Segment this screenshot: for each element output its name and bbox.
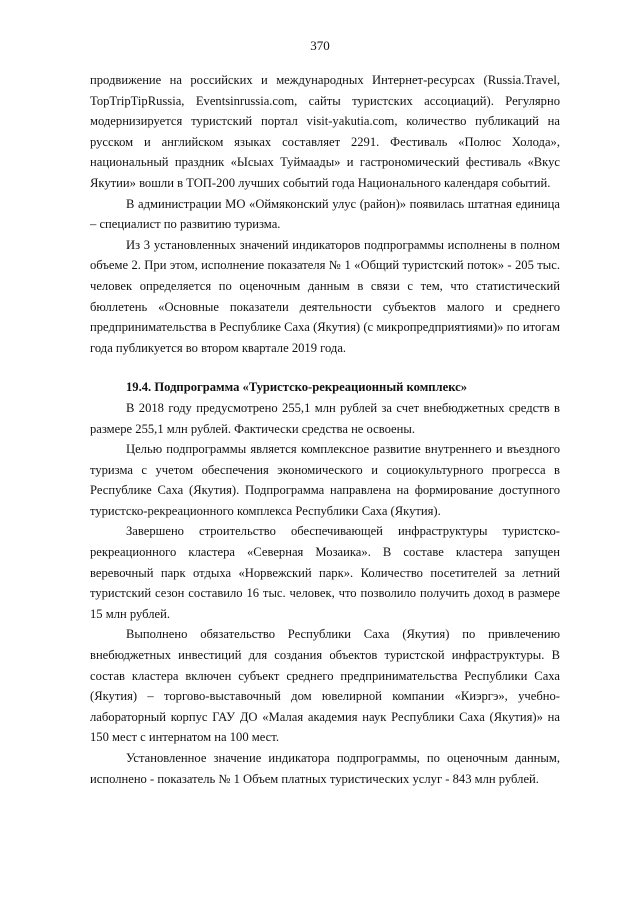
paragraph-continued: продвижение на российских и международных Интернет-ресурсах (Russia.Travel, TopTripTipRussia, Eventsinrussia.com, сайты туристских ассоциаций). Регулярно модернизируется туристский портал visit-yakutia.com, количество публикаций на русском и английском языках составляет 2291. Фестиваль «Полюс Холода», национальный праздник «Ысыах Туймаады» и гастрономический фестиваль «Вкус Якутии» вошли в ТОП-200 лучших событий года Национального календаря событий. bbox=[90, 73, 560, 190]
page-number: 370 bbox=[310, 38, 330, 53]
paragraph: Целью подпрограммы является комплексное развитие внутреннего и въездного туризма с учетом обеспечения экономического и социокультурного прогресса в Республике Саха (Якутия). Подпрограмма направлена на формирование доступного туристско-рекреационного комплекса Республики Саха (Якутия). bbox=[90, 442, 560, 518]
paragraph: Установленное значение индикатора подпрограммы, по оценочным данным, исполнено - показатель № 1 Объем платных туристических услуг - 843 млн рублей. bbox=[90, 751, 560, 786]
paragraph: В 2018 году предусмотрено 255,1 млн рублей за счет внебюджетных средств в размере 255,1 млн рублей. Фактически средства не освоены. bbox=[90, 400, 560, 436]
section-heading: 19.4. Подпрограмма «Туристско-рекреационный комплекс» bbox=[126, 380, 468, 395]
paragraph: Завершено строительство обеспечивающей инфраструктуры туристско-рекреационного кластера «Северная Мозаика». В составе кластера запущен веревочный парк отдыха «Норвежский парк». Количество посетителей за летний туристский сезон составило 16 тыс. человек, что позволило получить доход в размере 15 млн рублей. bbox=[90, 524, 560, 621]
page-body bbox=[90, 70, 560, 789]
paragraph: В администрации МО «Оймяконский улус (район)» появилась штатная единица – специалист по развитию туризма. bbox=[90, 196, 560, 232]
paragraph: Выполнено обязательство Республики Саха (Якутия) по привлечению внебюджетных инвестиций для создания объектов туристской инфраструктуры. В состав кластера включен субъект среднего предпринимательства Республики Саха (Якутия) – торгово-выставочный дом ювелирной компании «Киэргэ», учебно-лабораторный корпус ГАУ ДО «Малая академия наук Республики Саха (Якутия)» на 150 мест с интернатом на 100 мест. bbox=[90, 627, 560, 745]
paragraph: Из 3 установленных значений индикаторов подпрограммы исполнены в полном объеме 2. При этом, исполнение показателя № 1 «Общий туристский поток» - 205 тыс. человек определяется по оценочным данным в связи с тем, что статистический бюллетень «Основные показатели деятельности субъектов малого и среднего предпринимательства в Республике Саха (Якутия) (с микропредприятиями)» по итогам года публикуется во втором квартале 2019 года. bbox=[90, 237, 560, 355]
